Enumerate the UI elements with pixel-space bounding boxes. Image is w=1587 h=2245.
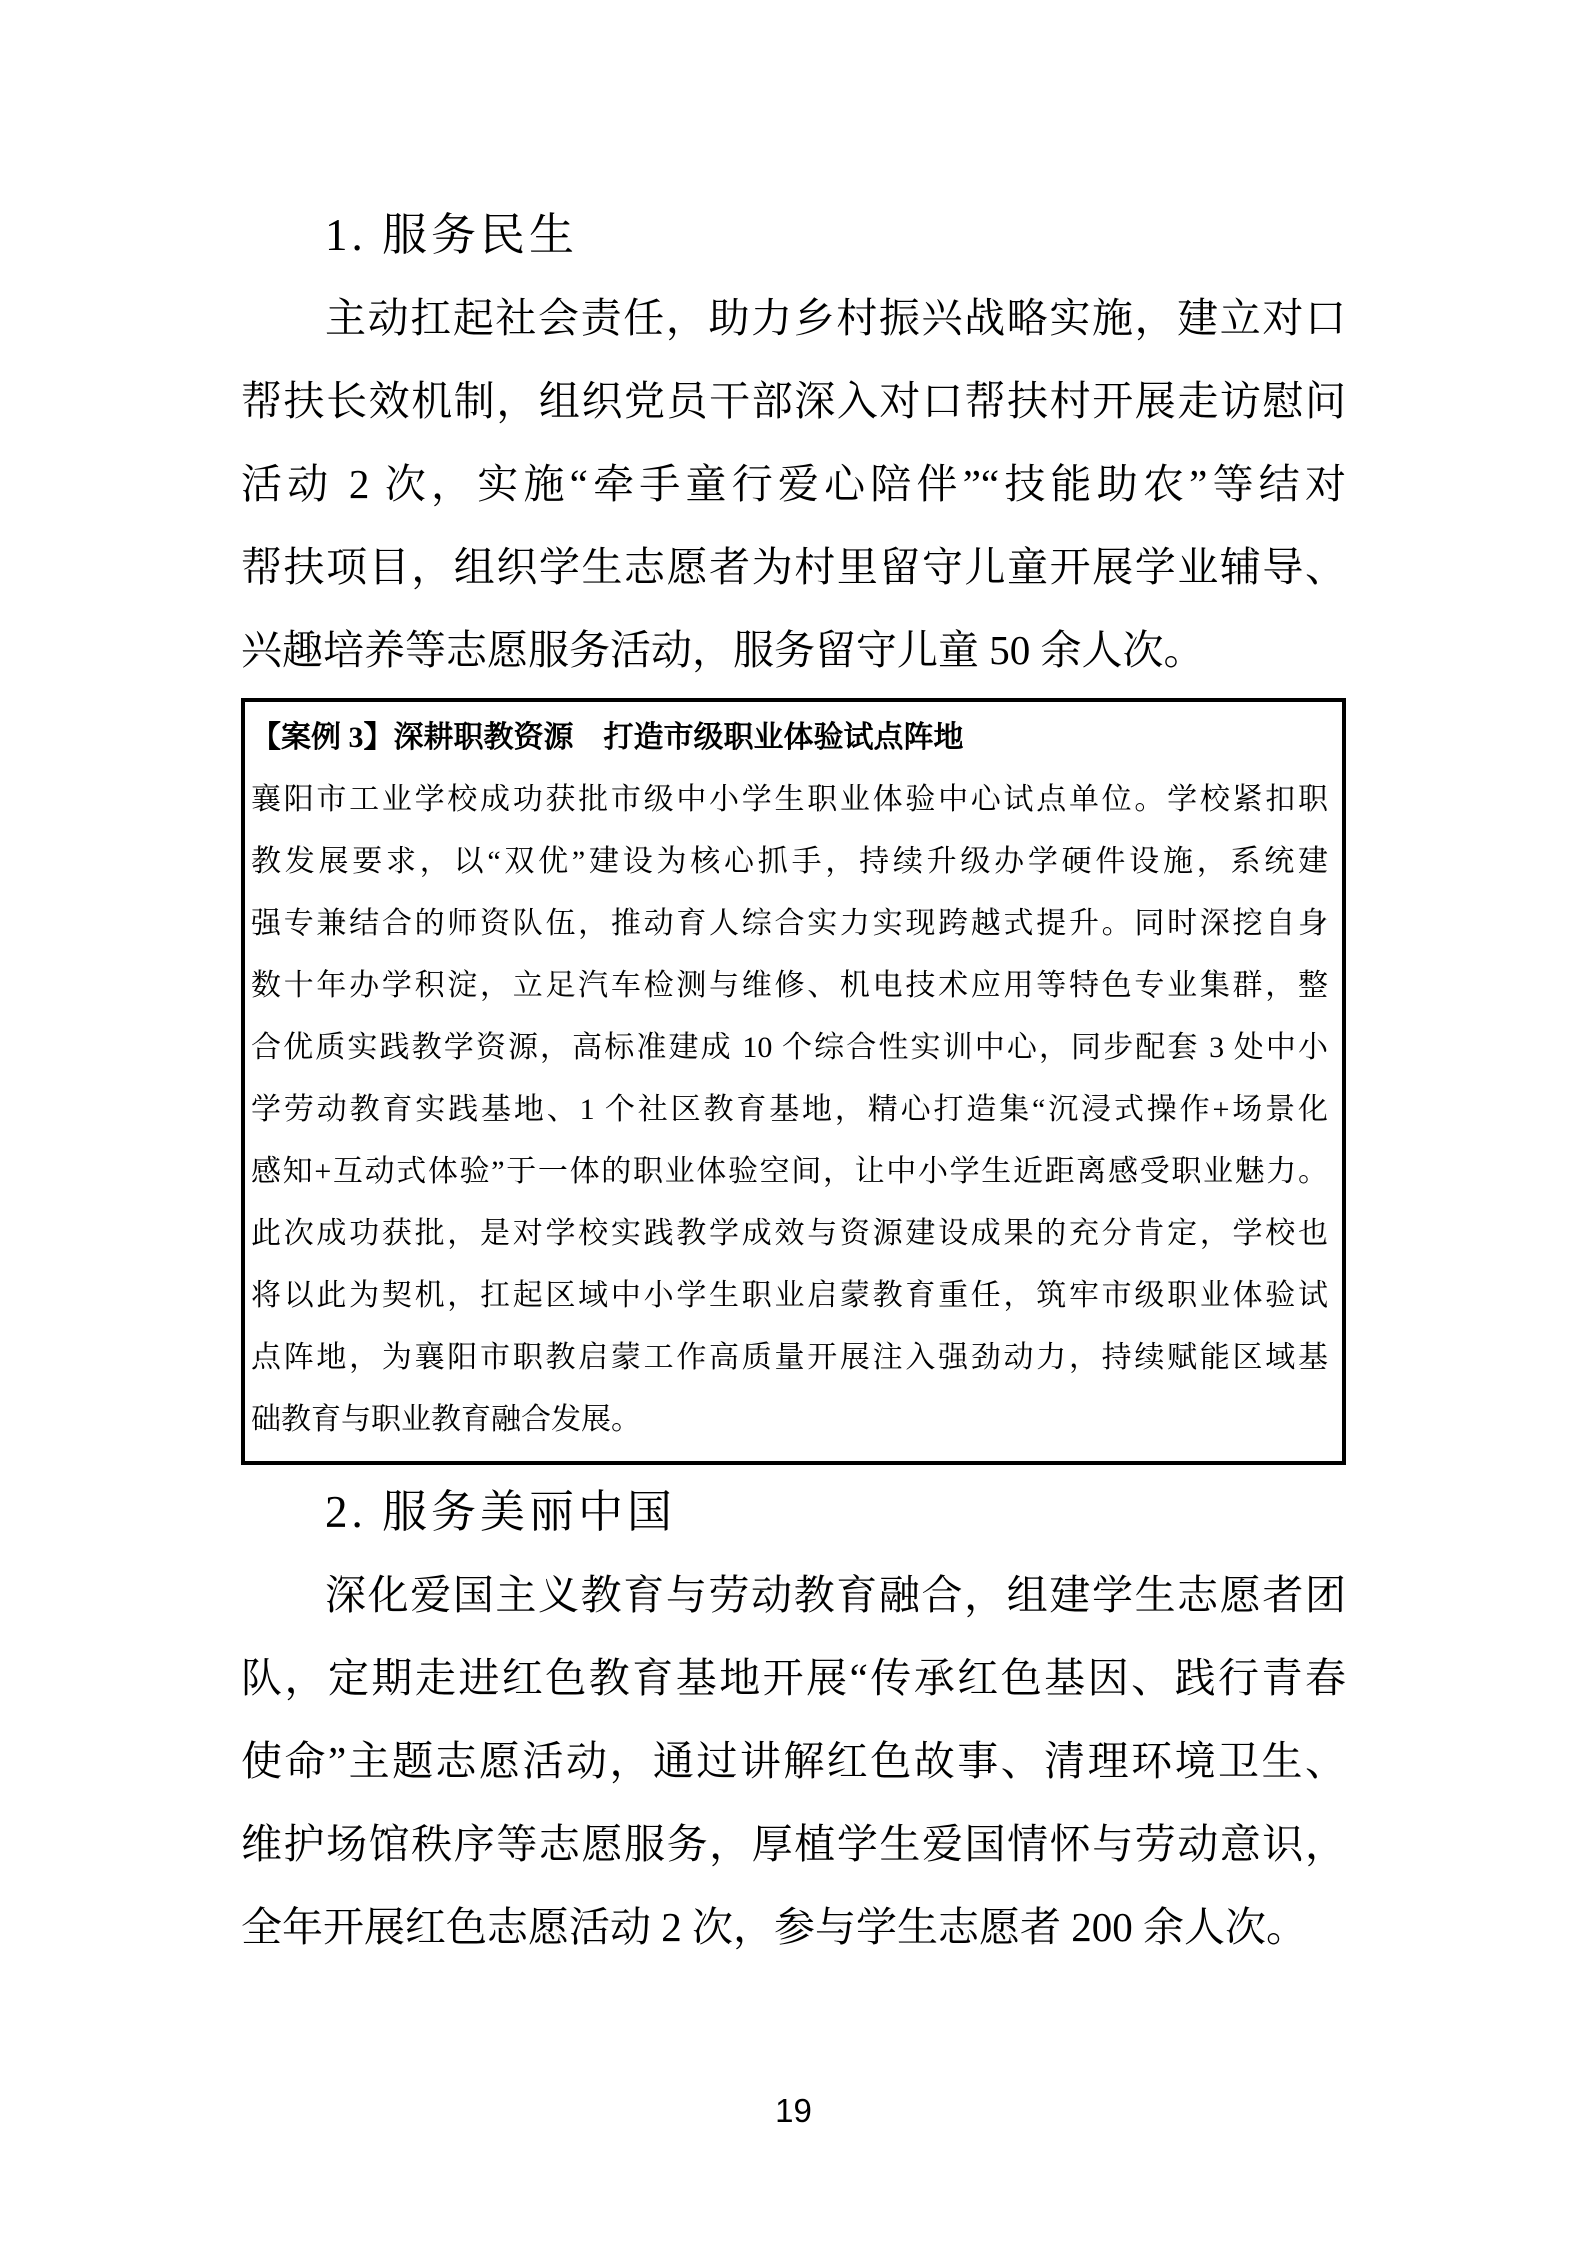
case-study-box — [241, 698, 1346, 1465]
section-2-heading: 2. 服务美丽中国 — [325, 1487, 677, 1537]
case-box-line: 此次成功获批，是对学校实践教学成效与资源建设成果的充分肯定，学校也 — [251, 1217, 1328, 1250]
paragraph-line: 使命”主题志愿活动，通过讲解红色故事、清理环境卫生、 — [241, 1738, 1346, 1784]
paragraph-line: 活动 2 次，实施“牵手童行爱心陪伴”“技能助农”等结对 — [241, 461, 1346, 507]
paragraph-line: 全年开展红色志愿活动 2 次，参与学生志愿者 200 余人次。 — [241, 1904, 1307, 1950]
case-box-line: 合优质实践教学资源，高标准建成 10 个综合性实训中心，同步配套 3 处中小 — [251, 1031, 1328, 1064]
paragraph-line: 主动扛起社会责任，助力乡村振兴战略实施，建立对口 — [325, 295, 1346, 341]
section-1-heading: 1. 服务民生 — [325, 210, 579, 260]
case-box-line: 教发展要求，以“双优”建设为核心抓手，持续升级办学硬件设施，系统建 — [251, 845, 1328, 878]
paragraph-1 — [241, 277, 1346, 692]
paragraph-line: 兴趣培养等志愿服务活动，服务留守儿童 50 余人次。 — [241, 627, 1205, 673]
case-box-line: 襄阳市工业学校成功获批市级中小学生职业体验中心试点单位。学校紧扣职 — [251, 783, 1328, 816]
case-box-line: 点阵地，为襄阳市职教启蒙工作高质量开展注入强劲动力，持续赋能区域基 — [251, 1341, 1328, 1374]
paragraph-line: 深化爱国主义教育与劳动教育融合，组建学生志愿者团 — [325, 1572, 1346, 1618]
paragraph-2 — [241, 1554, 1346, 1969]
case-box-line: 将以此为契机，扛起区域中小学生职业启蒙教育重任，筑牢市级职业体验试 — [251, 1279, 1328, 1312]
case-box-line: 数十年办学积淀，立足汽车检测与维修、机电技术应用等特色专业集群，整 — [251, 969, 1328, 1002]
case-box-line: 础教育与职业教育融合发展。 — [251, 1403, 641, 1436]
page-number: 19 — [775, 2092, 812, 2129]
case-box-line: 强专兼结合的师资队伍，推动育人综合实力实现跨越式提升。同时深挖自身 — [251, 907, 1328, 940]
paragraph-line: 队，定期走进红色教育基地开展“传承红色基因、践行青春 — [241, 1655, 1346, 1701]
paragraph-line: 帮扶长效机制，组织党员干部深入对口帮扶村开展走访慰问 — [241, 378, 1346, 424]
paragraph-line: 维护场馆秩序等志愿服务，厚植学生爱国情怀与劳动意识， — [241, 1821, 1346, 1867]
document-body — [241, 194, 1346, 1969]
case-box-line: 学劳动教育实践基地、1 个社区教育基地，精心打造集“沉浸式操作+场景化 — [251, 1093, 1328, 1126]
paragraph-line: 帮扶项目，组织学生志愿者为村里留守儿童开展学业辅导、 — [241, 544, 1346, 590]
case-box-title: 【案例 3】深耕职教资源 打造市级职业体验试点阵地 — [251, 721, 964, 754]
case-box-line: 感知+互动式体验”于一体的职业体验空间，让中小学生近距离感受职业魅力。 — [251, 1155, 1328, 1188]
